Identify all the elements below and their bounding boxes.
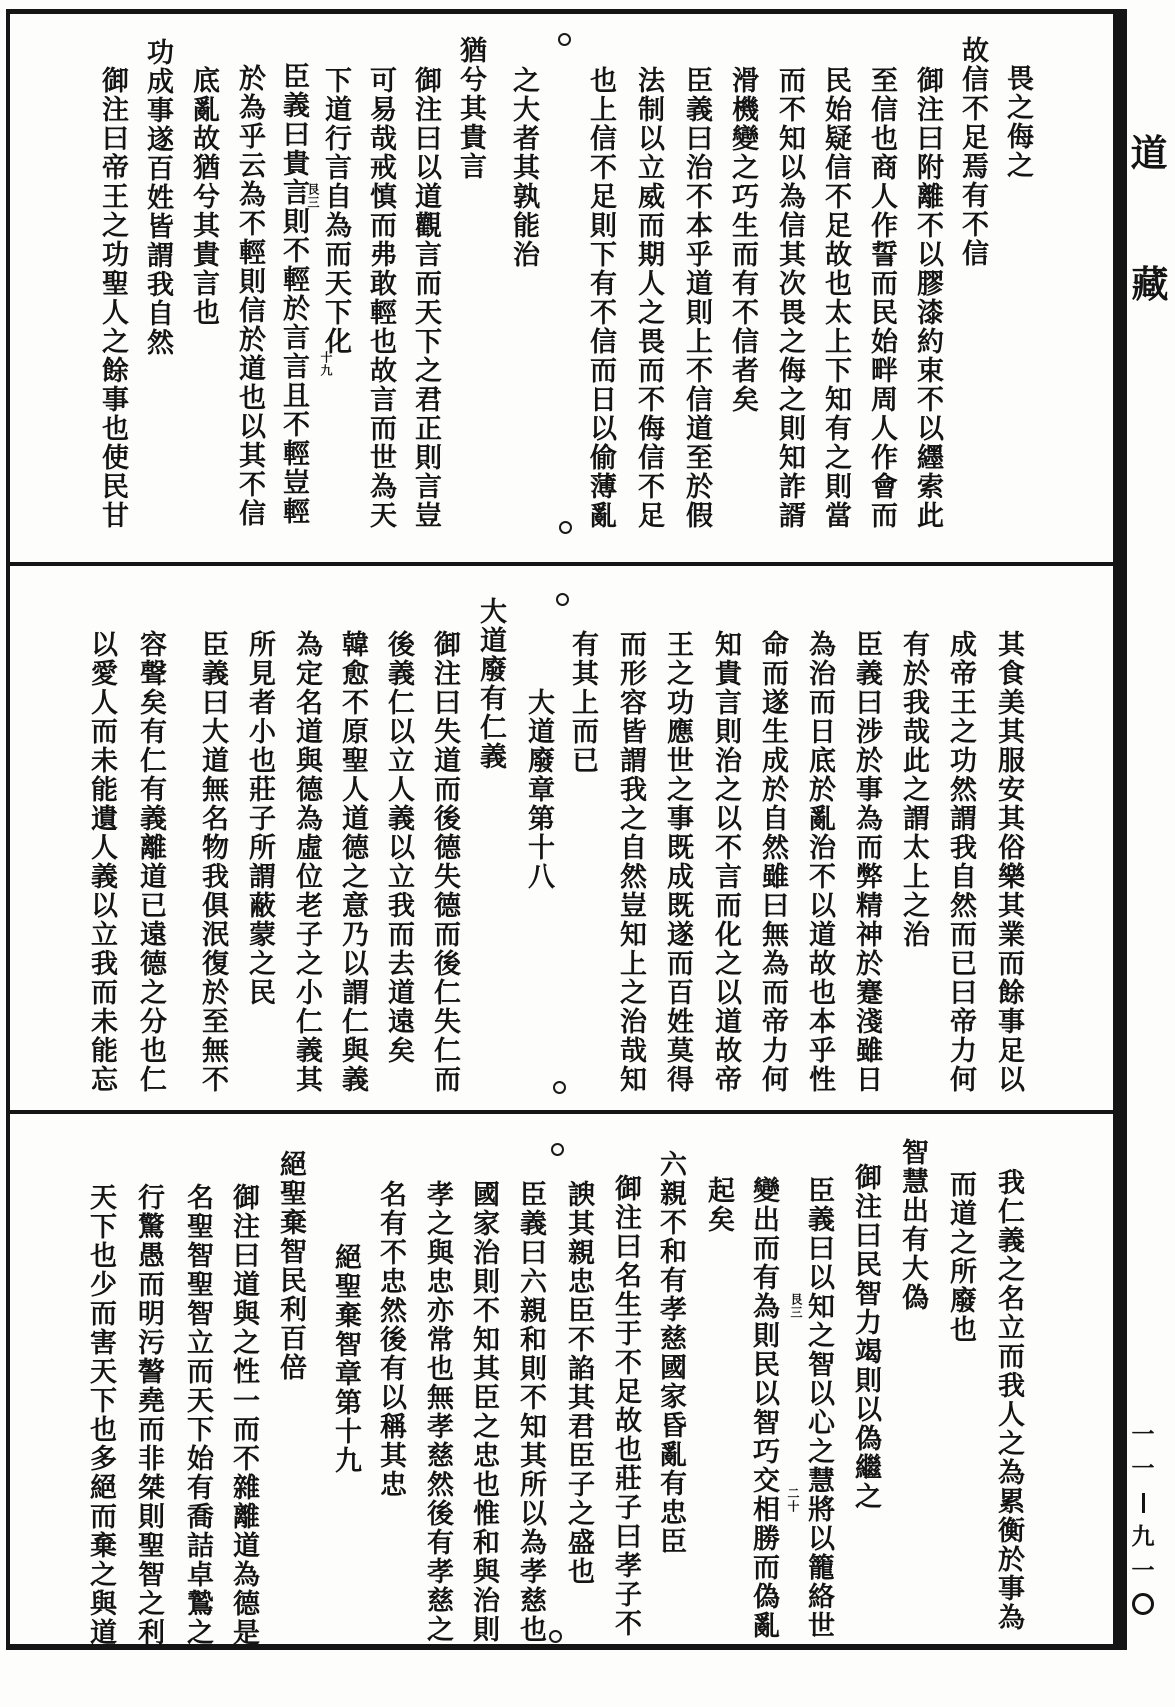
collation-note: 艮三 — [306, 183, 320, 209]
commentary-column: 於為乎云為不輕則信於道也以其不信 — [234, 64, 265, 528]
commentary-column: 臣義曰涉於事為而弊精神於蹇淺雖日 — [851, 630, 882, 1094]
scripture-column: 智慧出有大偽 — [897, 1138, 928, 1312]
scripture-column: 猶兮其貴言 — [455, 36, 486, 181]
commentary-column: 而道之所廢也 — [945, 1170, 976, 1344]
commentary-column: 底亂故猶兮其貴言也 — [188, 66, 219, 327]
commentary-column: 為治而日底於亂治不以道故也本乎性 — [804, 630, 835, 1094]
commentary-column: 命而遂生成於自然雖曰無為而帝力何 — [757, 630, 788, 1094]
commentary-column: 孝之與忠亦常也無孝慈然後有孝慈之 — [422, 1180, 453, 1644]
commentary-column: 御注曰以道觀言而天下之君正則言豈 — [410, 66, 441, 530]
page-number-dash — [1142, 1493, 1145, 1513]
section-separator-circle — [559, 521, 572, 534]
scripture-column: 絕聖棄智民利百倍 — [275, 1150, 306, 1382]
collation-note: 艮三 — [789, 1293, 803, 1319]
commentary-column: 至信也商人作誓而民始畔周人作會而 — [866, 66, 897, 530]
commentary-column: 王之功應世之事既成既遂而百姓莫得 — [662, 630, 693, 1094]
commentary-column: 我仁義之名立而我人之為累衡於事為 — [993, 1168, 1024, 1632]
commentary-column: 御注曰民智力竭則以偽繼之 — [850, 1163, 881, 1511]
section-separator-circle — [558, 33, 571, 46]
commentary-column: 滑機變之巧生而有不信者矣 — [727, 66, 758, 414]
scripture-column: 功成事遂百姓皆謂我自然 — [142, 38, 173, 357]
commentary-column: 有於我哉此之謂太上之治 — [898, 630, 929, 949]
commentary-column: 也上信不足則下有不信而日以偷薄亂 — [585, 66, 616, 530]
section-divider-top — [10, 562, 1113, 566]
commentary-column: 而形容皆謂我之自然豈知上之治哉知 — [615, 630, 646, 1094]
commentary-column: 之大者其孰能治 — [508, 66, 539, 269]
commentary-column: 諛其親忠臣不諂其君臣子之盛也 — [563, 1180, 594, 1586]
commentary-column: 國家治則不知其臣之忠也惟和與治則 — [468, 1180, 499, 1644]
commentary-column: 民始疑信不足故也太上下知有之則當 — [820, 66, 851, 530]
commentary-column: 臣義曰六親和則不知其所以為孝慈也 — [515, 1180, 546, 1644]
commentary-column: 御注曰名生于不足故也莊子曰孝子不 — [610, 1174, 641, 1638]
section-separator-circle — [556, 593, 569, 606]
page-number-char: 一 — [1131, 1557, 1155, 1584]
commentary-column: 變出而有為則民以智巧交相勝而偽亂 — [748, 1176, 779, 1640]
commentary-column: 容聲矣有仁有義離道已遠德之分也仁 — [135, 630, 166, 1094]
commentary-column: 韓愈不原聖人道德之意乃以謂仁與義 — [337, 630, 368, 1094]
scripture-column: 大道廢有仁義 — [475, 597, 506, 771]
commentary-column: 以愛人而未能遺人義以立我而未能忘 — [86, 630, 117, 1094]
commentary-column: 臣義曰大道無名物我俱泯復於至無不 — [197, 630, 228, 1094]
commentary-column: 起矣 — [703, 1176, 734, 1234]
scripture-column: 畏之侮之 — [1002, 64, 1033, 180]
commentary-column: 法制以立威而期人之畏而不侮信不足 — [633, 66, 664, 530]
page-number-char: 九 — [1131, 1523, 1155, 1550]
chapter-title-column: 絕聖棄智章第十九 — [330, 1243, 361, 1475]
commentary-column: 名聖智聖智立而天下始有喬詰卓鷙之 — [182, 1183, 213, 1647]
commentary-column: 御注曰附離不以膠漆約束不以纆索此 — [912, 66, 943, 530]
scripture-column: 六親不和有孝慈國家昏亂有忠臣 — [655, 1150, 686, 1556]
commentary-column: 後義仁以立人義以立我而去道遠矣 — [383, 630, 414, 1065]
commentary-column: 可易哉戒慎而弗敢輕也故言而世為天 — [365, 66, 396, 530]
canon-title-char: 藏 — [1131, 262, 1169, 306]
scripture-column: 故信不足焉有不信 — [957, 36, 988, 268]
commentary-column: 御注曰失道而後德失德而後仁失仁而 — [429, 630, 460, 1094]
commentary-column: 成帝王之功然謂我自然而已曰帝力何 — [945, 630, 976, 1094]
chapter-title-column: 大道廢章第十八 — [523, 688, 554, 891]
commentary-column: 御注曰帝王之功聖人之餘事也使民甘 — [97, 66, 128, 530]
commentary-column: 天下也少而害天下也多絕而棄之與道 — [85, 1183, 116, 1647]
commentary-column: 臣義曰以知之智以心之慧將以籠絡世 — [803, 1176, 834, 1640]
commentary-column: 臣義曰貴言則不輕於言言且不輕豈輕 — [278, 62, 309, 526]
page-number-zero — [1132, 1593, 1154, 1615]
collation-note: 十九 — [319, 351, 333, 377]
section-separator-circle — [551, 1143, 564, 1156]
commentary-column: 而不知以為信其次畏之侮之則知詐諝 — [774, 66, 805, 530]
section-separator-circle — [553, 1081, 566, 1094]
commentary-column: 御注曰道與之性一而不雜離道為德是 — [228, 1183, 259, 1647]
commentary-column: 臣義曰治不本乎道則上不信道至於假 — [681, 66, 712, 530]
commentary-column: 行驚愚而明污謷堯而非桀則聖智之利 — [133, 1183, 164, 1647]
commentary-column: 其食美其服安其俗樂其業而餘事足以 — [993, 630, 1024, 1094]
section-separator-circle — [549, 1630, 562, 1643]
commentary-column: 有其上而已 — [567, 630, 598, 775]
commentary-column: 為定名道與德為虛位老子之小仁義其 — [291, 630, 322, 1094]
canon-title-char: 道 — [1130, 131, 1168, 175]
page-number-char: 一 — [1131, 1455, 1155, 1482]
commentary-column: 知貴言則治之以不言而化之以道故帝 — [710, 630, 741, 1094]
commentary-column: 名有不忠然後有以稱其忠 — [375, 1180, 406, 1499]
page-number-char: 一 — [1131, 1421, 1155, 1448]
section-divider-bottom — [10, 1110, 1113, 1114]
commentary-column: 下道行言自為而天下化 — [320, 66, 351, 356]
commentary-column: 所見者小也莊子所謂蔽蒙之民 — [244, 630, 275, 1007]
collation-note: 二十 — [786, 1487, 800, 1513]
